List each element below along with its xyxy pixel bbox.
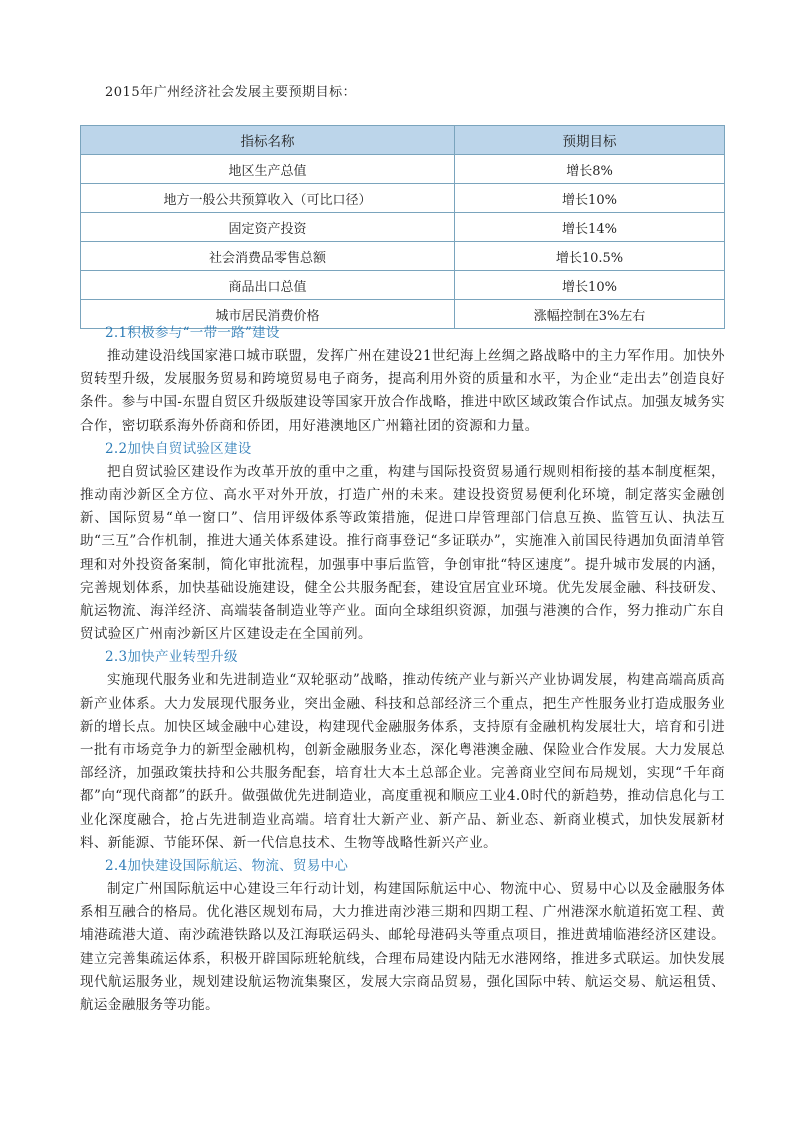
- section-paragraph-free-trade-zone: 把自贸试验区建设作为改革开放的重中之重，构建与国际投资贸易通行规则相衔接的基本制度框架，推动南沙新区全方位、高水平对外开放，打造广州的未来。建设投资贸易便利化环境，制定落实金融创新、国际贸易“单一窗口”、信用评级体系等政策措施，促进口岸管理部门信息互换、监管互认、执法互助“三互”合作机制，推进大通关体系建设。推行商事登记“多证联办”，实施准入前国民待遇加负面清单管理和对外投资备案制，简化审批流程，加强事中事后监管，争创审批“特区速度”。提升城市发展的内涵，完善规划体系，加快基础设施建设，健全公共服务配套，建设宜居宜业环境。优先发展金融、科技研发、航运物流、海洋经济、高端装备制造业等产业。面向全球组织资源，加强与港澳的合作，努力推动广东自贸试验区广州南沙新区片区建设走在全国前列。: [80, 463, 725, 643]
- section-heading-shipping-center: 2.4加快建设国际航运、物流、贸易中心: [105, 858, 349, 875]
- column-header-indicator: 指标名称: [81, 126, 455, 155]
- section-paragraph-belt-road: 推动建设沿线国家港口城市联盟，发挥广州在建设21世纪海上丝绸之路战略中的主力军作用。加快外贸转型升级，发展服务贸易和跨境贸易电子商务，提高利用外资的质量和水平，为企业“走出去”创造良好条件。参与中国-东盟自贸区升级版建设等国家开放合作战略，推进中欧区域政策合作试点。加强友城务实合作，密切联系海外侨商和侨团，用好港澳地区广州籍社团的资源和力量。: [80, 348, 725, 434]
- table-row: [81, 184, 725, 213]
- target-value: 增长8%: [455, 155, 725, 184]
- target-value: 增长10.5%: [455, 242, 725, 271]
- intro-text: 2015年广州经济社会发展主要预期目标：: [105, 85, 357, 100]
- table-row: [81, 213, 725, 242]
- target-value: 增长14%: [455, 213, 725, 242]
- target-value: 涨幅控制在3%左右: [455, 300, 725, 329]
- targets-table: [80, 125, 725, 329]
- indicator-name: 地区生产总值: [81, 155, 455, 184]
- indicator-name: 社会消费品零售总额: [81, 242, 455, 271]
- target-value: 增长10%: [455, 184, 725, 213]
- indicator-name: 商品出口总值: [81, 271, 455, 300]
- table-row: [81, 155, 725, 184]
- table-header-row: [81, 126, 725, 155]
- indicator-name: 固定资产投资: [81, 213, 455, 242]
- section-heading-industry-upgrade: 2.3加快产业转型升级: [105, 649, 238, 666]
- section-paragraph-shipping-center: 制定广州国际航运中心建设三年行动计划，构建国际航运中心、物流中心、贸易中心以及金融服务体系相互融合的格局。优化港区规划布局，大力推进南沙港三期和四期工程、广州港深水航道拓宽工程、黄埔港疏港大道、南沙疏港铁路以及江海联运码头、邮轮母港码头等重点项目，推进黄埔临港经济区建设。建立完善集疏运体系，积极开辟国际班轮航线，合理布局建设内陆无水港网络，推进多式联运。加快发展现代航运服务业，规划建设航运物流集聚区，发展大宗商品贸易，强化国际中转、航运交易、航运租赁、航运金融服务等功能。: [80, 881, 725, 1014]
- section-heading-free-trade-zone: 2.2加快自贸试验区建设: [105, 440, 252, 457]
- article-body: [80, 322, 725, 1017]
- indicator-name: 城市居民消费价格: [81, 300, 455, 329]
- section-heading-belt-road: 2.1积极参与“一带一路”建设: [105, 325, 280, 341]
- table-row: [81, 271, 725, 300]
- section-paragraph-industry-upgrade: 实施现代服务业和先进制造业“双轮驱动”战略，推动传统产业与新兴产业协调发展，构建高端高质高新产业体系。大力发展现代服务业，突出金融、科技和总部经济三个重点，把生产性服务业打造成服务业新的增长点。加快区域金融中心建设，构建现代金融服务体系，支持原有金融机构发展壮大，培育和引进一批有市场竞争力的新型金融机构，创新金融服务业态，深化粤港澳金融、保险业合作发展。大力发展总部经济，加强政策扶持和公共服务配套，培育壮大本土总部企业。完善商业空间布局规划，实现“千年商都”向“现代商都”的跃升。做强做优先进制造业，高度重视和顺应工业4.0时代的新趋势，推动信息化与工业化深度融合，抢占先进制造业高端。培育壮大新产业、新产品、新业态、新商业模式，加快发展新材料、新能源、节能环保、新一代信息技术、生物等战略性新兴产业。: [80, 672, 725, 851]
- target-value: 增长10%: [455, 271, 725, 300]
- table-row: [81, 242, 725, 271]
- column-header-target: 预期目标: [455, 126, 725, 155]
- indicator-name: 地方一般公共预算收入（可比口径）: [81, 184, 455, 213]
